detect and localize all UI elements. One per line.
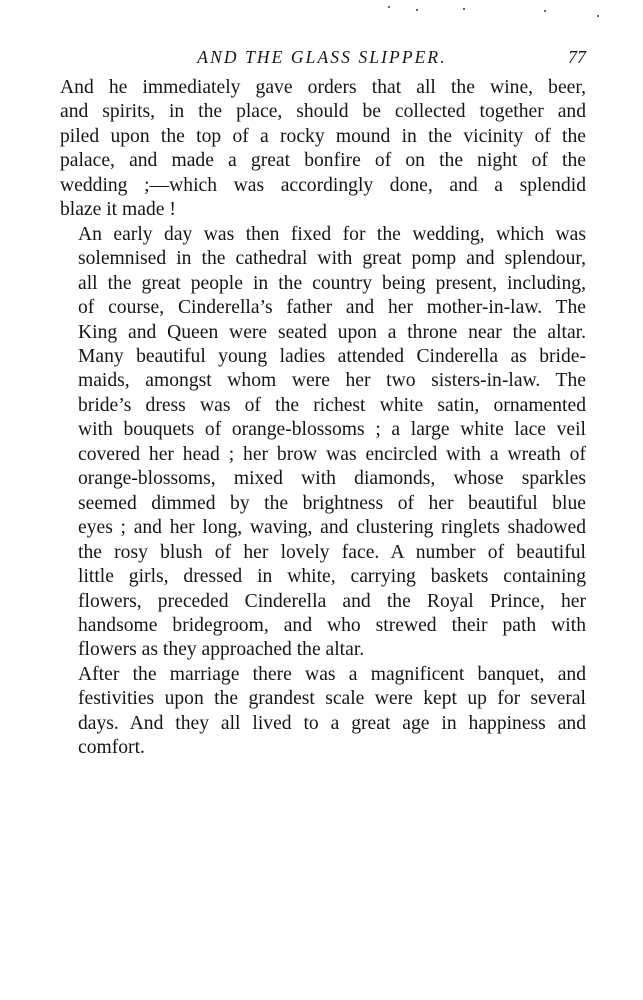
text-line: of course, Cinderella’s father and her mother-in-law. The [78, 297, 586, 319]
text-line: flowers as they approached the altar. [78, 639, 365, 661]
body-text [60, 76, 586, 761]
text-line: piled upon the top of a rocky mound in the vicinity of the [60, 125, 586, 147]
text-line: comfort. [78, 737, 145, 759]
text-line: King and Queen were seated upon a throne near the altar. [78, 321, 586, 343]
print-speck [388, 6, 390, 8]
text-line: the rosy blush of her lovely face. A number of beautiful [78, 541, 586, 563]
text-line: little girls, dressed in white, carrying baskets containing [78, 566, 586, 588]
text-line: days. And they all lived to a great age in happiness and [78, 712, 586, 734]
text-line: and spirits, in the place, should be collected together and [60, 101, 586, 123]
running-header [58, 47, 586, 71]
text-line: After the marriage there was a magnificent banquet, and [78, 663, 586, 685]
text-line: all the great people in the country being present, including, [78, 272, 586, 294]
text-line: maids, amongst whom were her two sisters-in-law. The [78, 370, 586, 392]
text-line: with bouquets of orange-blossoms ; a large white lace veil [78, 419, 586, 441]
text-line: flowers, preceded Cinderella and the Royal Prince, her [78, 590, 586, 612]
text-line: seemed dimmed by the brightness of her beautiful blue [78, 492, 586, 514]
print-speck [544, 10, 546, 12]
text-line: And he immediately gave orders that all the wine, beer, [60, 77, 586, 98]
paragraph-3 [60, 663, 586, 761]
print-speck [463, 8, 465, 10]
text-line: solemnised in the cathedral with great pomp and splendour, [78, 248, 586, 270]
text-line: blaze it made ! [60, 199, 176, 221]
page-number: 77 [568, 47, 586, 67]
text-line: An early day was then fixed for the wedding, which was [78, 223, 586, 245]
text-line: orange-blossoms, mixed with diamonds, whose sparkles [78, 468, 586, 490]
paragraph-1 [60, 76, 586, 223]
text-line: bride’s dress was of the richest white satin, ornamented [78, 394, 586, 416]
text-line: covered her head ; her brow was encircled with a wreath of [78, 443, 586, 465]
text-line: Many beautiful young ladies attended Cinderella as bride- [78, 345, 586, 367]
running-title: AND THE GLASS SLIPPER. [197, 47, 447, 67]
print-speck [597, 15, 599, 17]
text-line: palace, and made a great bonfire of on the night of the [60, 150, 586, 172]
paragraph-2 [60, 223, 586, 663]
text-line: eyes ; and her long, waving, and clustering ringlets shadowed [78, 517, 586, 539]
text-line: wedding ;—which was accordingly done, and a splendid [60, 174, 586, 196]
text-line: festivities upon the grandest scale were kept up for several [78, 688, 586, 710]
print-speck [416, 9, 418, 11]
text-line: handsome bridegroom, and who strewed their path with [78, 614, 586, 636]
